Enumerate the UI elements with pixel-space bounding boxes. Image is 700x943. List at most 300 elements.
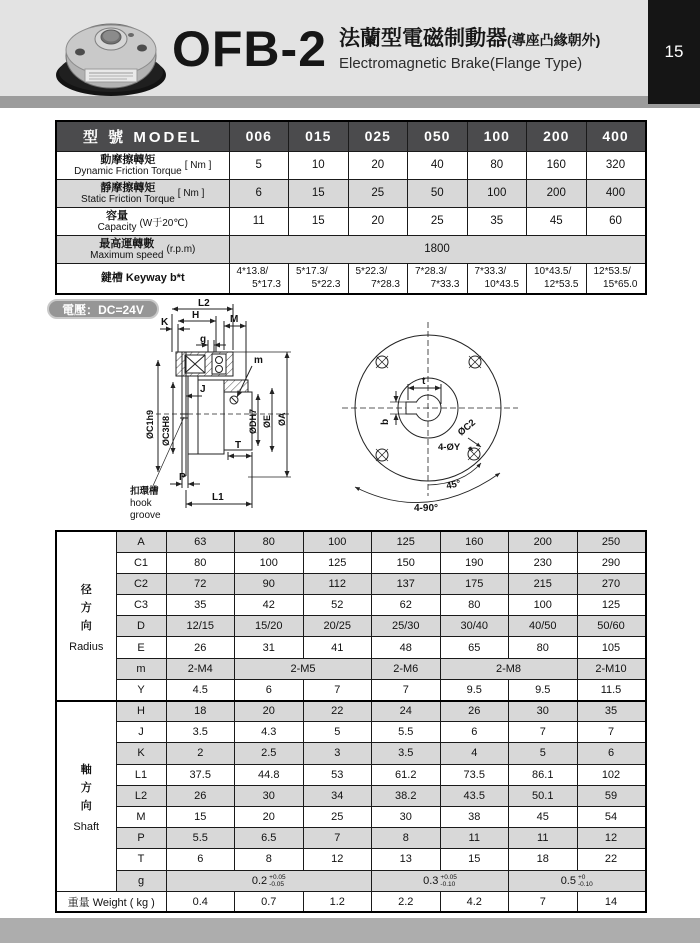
- weight-value-cell: 2.2: [372, 891, 441, 912]
- spec-span-value: 1800: [229, 235, 646, 263]
- dim-letter-cell: A: [116, 531, 166, 552]
- dim-value-cell: 5.5: [372, 722, 441, 743]
- weight-value-cell: 7: [509, 891, 578, 912]
- dim-row: [56, 701, 646, 722]
- tolerance-lower: -0.10: [440, 880, 456, 888]
- spec-value-cell: 45: [527, 207, 587, 235]
- spec-value-cell: [467, 263, 527, 294]
- dim-value-cell: 8: [235, 849, 304, 870]
- dim-label-c3h8: ØC3H8: [161, 415, 171, 446]
- spec-label-en: Static Friction Torque: [81, 193, 175, 205]
- dim-row: [56, 573, 646, 594]
- spec-label-zh: 最高運轉數: [99, 237, 155, 250]
- dim-value-cell: 160: [440, 531, 509, 552]
- dim-value-cell: 100: [509, 595, 578, 616]
- dim-value-cell: 125: [577, 595, 646, 616]
- dim-value-cell: 7: [509, 722, 578, 743]
- dim-value-cell: [235, 658, 372, 679]
- dim-letter-cell: T: [116, 849, 166, 870]
- dim-row: [56, 552, 646, 573]
- dim-value-cell: [166, 658, 235, 679]
- dim-value-cell: 20/25: [303, 616, 372, 637]
- tolerance-upper: +0.05: [269, 873, 286, 881]
- dim-value-cell: 2: [166, 743, 235, 764]
- front-view-geometry: [342, 322, 518, 503]
- tolerance-lower: -0.05: [269, 880, 284, 888]
- spec-label-unit: (r.p.m): [166, 243, 196, 255]
- group-label-zh-char: 向: [80, 619, 92, 632]
- keyway-top: 12*53.5/: [593, 266, 631, 278]
- spec-row-label: [56, 235, 229, 263]
- dim-value-cell: 3.5: [372, 743, 441, 764]
- spec-value-cell: 15: [289, 179, 349, 207]
- keyway-bottom: 7*33.3: [430, 279, 460, 291]
- dim-label-p: P: [179, 472, 186, 483]
- dim-value-cell: 53: [303, 764, 372, 785]
- keyway-top: 7*28.3/: [415, 266, 447, 278]
- model-number-cell: 100: [467, 121, 527, 151]
- dim-row: [56, 616, 646, 637]
- dim-value-cell: 3: [303, 743, 372, 764]
- dim-value-cell: 48: [372, 637, 441, 658]
- dim-letter-cell: L2: [116, 785, 166, 806]
- dim-value-cell: 150: [372, 552, 441, 573]
- dim-value-cell: 125: [372, 531, 441, 552]
- dim-row: [56, 849, 646, 870]
- tolerance-lower: -0.10: [577, 880, 593, 888]
- dim-value-cell: 22: [577, 849, 646, 870]
- group-label-zh-char: 方: [80, 782, 92, 795]
- dim-value-cell: 86.1: [509, 764, 578, 785]
- dim-value-cell: 125: [303, 552, 372, 573]
- spec-value-cell: 100: [467, 179, 527, 207]
- spec-table: [55, 120, 647, 295]
- dim-value-cell: 80: [235, 531, 304, 552]
- dim-value-cell: 45: [509, 806, 578, 827]
- tolerance-main: 0.5: [560, 874, 576, 887]
- dim-value-cell: [372, 658, 441, 679]
- dim-letter-cell: H: [116, 701, 166, 722]
- dim-value-cell: 215: [509, 573, 578, 594]
- dim-label-j: J: [200, 384, 206, 395]
- dim-value-cell: 7: [303, 828, 372, 849]
- voltage-label: 電壓：DC=24V: [47, 299, 159, 319]
- dim-value-cell: 290: [577, 552, 646, 573]
- dim-letter-cell: M: [116, 806, 166, 827]
- dim-letter-cell: m: [116, 658, 166, 679]
- dim-value-cell: 25/30: [372, 616, 441, 637]
- dim-row: [56, 637, 646, 658]
- dim-value-cell: 6: [440, 722, 509, 743]
- model-number-cell: 025: [348, 121, 408, 151]
- dim-value-cell: 270: [577, 573, 646, 594]
- dim-value-cell: 5.5: [166, 828, 235, 849]
- dim-value-cell: 63: [166, 531, 235, 552]
- spec-value-cell: 160: [527, 151, 587, 179]
- dim-value-cell: 3.5: [166, 722, 235, 743]
- spec-label-unit: (W于20℃): [139, 217, 188, 229]
- dim-value-cell: 15: [166, 806, 235, 827]
- bolt-holes: [376, 356, 481, 461]
- dim-row: [56, 806, 646, 827]
- dim-value-cell: 20: [235, 701, 304, 722]
- dim-value-cell: 30: [372, 806, 441, 827]
- dim-label-l2: L2: [198, 298, 210, 309]
- dim-label-m-tap: m: [254, 355, 263, 366]
- dim-value-cell: 34: [303, 785, 372, 806]
- dim-value-cell: 7: [577, 722, 646, 743]
- dim-value-cell: 30: [509, 701, 578, 722]
- section-geometry: [152, 304, 291, 508]
- dim-value-cell: 30/40: [440, 616, 509, 637]
- dim-letter-cell: C3: [116, 595, 166, 616]
- dim-label-45deg: 45°: [445, 478, 462, 492]
- dim-group-shaft: [56, 701, 116, 892]
- dim-letter-cell: E: [116, 637, 166, 658]
- dim-value-cell: 230: [509, 552, 578, 573]
- dim-value-cell: 26: [440, 701, 509, 722]
- keyway-top: 5*17.3/: [296, 266, 328, 278]
- spec-row: [56, 263, 646, 294]
- dim-label-b: b: [380, 418, 391, 425]
- product-photo: [53, 12, 168, 100]
- tolerance-main: 2-M4: [187, 662, 213, 675]
- hook-groove-label-zh: 扣環槽: [130, 486, 159, 497]
- title-en: Electromagnetic Brake(Flange Type): [339, 55, 583, 72]
- dim-value-cell: 6: [235, 679, 304, 700]
- dim-row: [56, 870, 646, 891]
- dim-value-cell: 105: [577, 637, 646, 658]
- dim-value-cell: 4: [440, 743, 509, 764]
- tolerance-upper: +0: [577, 873, 586, 881]
- dim-row: [56, 828, 646, 849]
- dim-value-cell: 9.5: [509, 679, 578, 700]
- front-view-drawing: [328, 312, 563, 530]
- dim-value-cell: 250: [577, 531, 646, 552]
- model-number-cell: 015: [289, 121, 349, 151]
- spec-value-cell: 400: [586, 179, 646, 207]
- dim-label-t: T: [235, 440, 242, 451]
- keyway-top: 5*22.3/: [355, 266, 388, 278]
- tolerance-upper: +0.05: [440, 873, 457, 881]
- dim-value-cell: 73.5: [440, 764, 509, 785]
- dim-label-dh7: ØDH7: [248, 408, 258, 434]
- dim-value-cell: 9.5: [440, 679, 509, 700]
- dim-letter-cell: C1: [116, 552, 166, 573]
- spec-label-unit: [ Nm ]: [184, 159, 212, 171]
- dim-value-cell: 190: [440, 552, 509, 573]
- spec-value-cell: 20: [348, 151, 408, 179]
- dim-value-cell: 6.5: [235, 828, 304, 849]
- spec-value-cell: 35: [467, 207, 527, 235]
- tolerance-main: 2-M8: [495, 662, 522, 675]
- dim-value-cell: 40/50: [509, 616, 578, 637]
- dim-value-cell: 54: [577, 806, 646, 827]
- tolerance-main: 2-M5: [290, 662, 316, 675]
- dim-label-a: ØA: [277, 412, 287, 426]
- spec-label-text: [90, 238, 163, 261]
- dim-value-cell: 11.5: [577, 679, 646, 700]
- spec-label-unit: [ Nm ]: [177, 187, 205, 199]
- spec-label-zh: 動摩擦轉矩: [100, 153, 156, 166]
- dim-value-cell: 31: [235, 637, 304, 658]
- dim-letter-cell: g: [116, 870, 166, 891]
- spec-label-text: [74, 154, 182, 177]
- dim-value-cell: 35: [577, 701, 646, 722]
- dim-value-cell: 50/60: [577, 616, 646, 637]
- group-label-zh-char: 向: [80, 800, 92, 813]
- dim-label-t-key: t: [422, 376, 426, 387]
- dim-value-cell: 25: [303, 806, 372, 827]
- dim-value-cell: 72: [166, 573, 235, 594]
- dim-value-cell: 4.3: [235, 722, 304, 743]
- spec-value-cell: [586, 263, 646, 294]
- dim-row: [56, 743, 646, 764]
- weight-value-cell: 4.2: [440, 891, 509, 912]
- dim-value-cell: 80: [509, 637, 578, 658]
- dim-label-m: M: [230, 314, 239, 325]
- keyway-bottom: 15*65.0: [603, 279, 638, 291]
- spec-value-cell: 320: [586, 151, 646, 179]
- dim-letter-cell: L1: [116, 764, 166, 785]
- dim-value-cell: 30: [235, 785, 304, 806]
- section-labels: [130, 298, 287, 521]
- dim-letter-cell: P: [116, 828, 166, 849]
- dim-value-cell: 200: [509, 531, 578, 552]
- weight-value-cell: 1.2: [303, 891, 372, 912]
- tolerance-main: 0.3: [423, 874, 439, 887]
- tolerance-main: 2-M10: [595, 662, 627, 675]
- dim-letter-cell: K: [116, 743, 166, 764]
- dim-value-cell: 80: [440, 595, 509, 616]
- dim-value-cell: 35: [166, 595, 235, 616]
- dim-value-cell: 5: [509, 743, 578, 764]
- dim-letter-cell: J: [116, 722, 166, 743]
- dim-label-c2: ØC2: [455, 417, 478, 439]
- page-number: 15: [664, 42, 684, 61]
- spec-label-zh: 容量: [106, 209, 129, 222]
- keyway-bottom: 7*28.3: [371, 279, 400, 291]
- dim-label-g: g: [200, 334, 207, 345]
- spec-value-cell: 10: [289, 151, 349, 179]
- model-name: OFB-2: [172, 21, 327, 77]
- dim-row: [56, 531, 646, 552]
- spec-value-cell: 50: [408, 179, 468, 207]
- keyway-top: 7*33.3/: [474, 266, 507, 278]
- dim-value-cell: 18: [509, 849, 578, 870]
- group-label-en: Shaft: [73, 821, 100, 834]
- tolerance-stack: [269, 874, 285, 888]
- dim-value-cell: 12: [303, 849, 372, 870]
- spec-value-cell: 60: [586, 207, 646, 235]
- spec-value-cell: [229, 263, 289, 294]
- dim-value-cell: 137: [372, 573, 441, 594]
- dim-value-cell: 7: [372, 679, 441, 700]
- dim-value-cell: [440, 658, 577, 679]
- hook-groove-label-en2: groove: [130, 510, 161, 521]
- dim-row: [56, 764, 646, 785]
- dim-group-radius: [56, 531, 116, 701]
- keyway-bottom: 10*43.5: [484, 279, 519, 291]
- weight-value-cell: 0.4: [166, 891, 235, 912]
- dim-value-cell: 52: [303, 595, 372, 616]
- dim-value-cell: 44.8: [235, 764, 304, 785]
- spec-header-row: [56, 121, 646, 151]
- spec-value-cell: [289, 263, 349, 294]
- tolerance-stack: [578, 874, 593, 888]
- weight-value-cell: 14: [577, 891, 646, 912]
- tolerance-main: 0.2: [251, 874, 268, 887]
- dim-row: [56, 722, 646, 743]
- model-header-cell: 型 號 MODEL: [56, 121, 229, 151]
- dim-value-cell: 13: [372, 849, 441, 870]
- group-label-zh-char: 方: [80, 601, 92, 614]
- dim-value-cell: [372, 870, 509, 891]
- model-number-cell: 050: [408, 121, 468, 151]
- dim-value-cell: 59: [577, 785, 646, 806]
- spec-label-en: Maximum speed: [90, 249, 164, 261]
- dim-value-cell: 2.5: [235, 743, 304, 764]
- spec-value-cell: 20: [348, 207, 408, 235]
- dim-value-cell: [509, 870, 646, 891]
- dim-value-cell: 11: [509, 828, 578, 849]
- spec-value-cell: [348, 263, 408, 294]
- model-number-cell: 400: [586, 121, 646, 151]
- dim-row: [56, 679, 646, 700]
- title-texts: [339, 18, 600, 72]
- spec-value-cell: [408, 263, 468, 294]
- spec-label-en: Capacity: [97, 221, 137, 233]
- dim-value-cell: 6: [577, 743, 646, 764]
- spec-label-text: [81, 182, 175, 205]
- dim-label-e: ØE: [262, 414, 272, 428]
- dim-value-cell: 8: [372, 828, 441, 849]
- dim-value-cell: 11: [440, 828, 509, 849]
- tolerance-stack: [440, 874, 456, 888]
- dim-value-cell: 26: [166, 637, 235, 658]
- keyway-bottom: 5*22.3: [311, 279, 341, 291]
- dim-value-cell: 24: [372, 701, 441, 722]
- bottom-bar: [0, 918, 700, 943]
- dim-value-cell: 50.1: [509, 785, 578, 806]
- dim-value-cell: 18: [166, 701, 235, 722]
- dim-value-cell: 4.5: [166, 679, 235, 700]
- dim-value-cell: 38: [440, 806, 509, 827]
- dim-value-cell: 5: [303, 722, 372, 743]
- dim-value-cell: 12: [577, 828, 646, 849]
- dim-row: [56, 785, 646, 806]
- dim-value-cell: 12/15: [166, 616, 235, 637]
- spec-value-cell: 5: [229, 151, 289, 179]
- spec-value-cell: 11: [229, 207, 289, 235]
- keyway-top: 4*13.8/: [236, 266, 269, 278]
- model-number-cell: 006: [229, 121, 289, 151]
- spec-label-en: Dynamic Friction Torque: [74, 165, 182, 177]
- dim-letter-cell: Y: [116, 679, 166, 700]
- spec-row: [56, 207, 646, 235]
- dim-value-cell: 112: [303, 573, 372, 594]
- group-label-zh-char: 軸: [80, 764, 92, 777]
- dim-value-cell: 65: [440, 637, 509, 658]
- group-label-zh-char: 径: [80, 583, 92, 596]
- hook-groove-label-en1: hook: [130, 498, 152, 509]
- spec-value-cell: 40: [408, 151, 468, 179]
- spec-label-text: [98, 210, 137, 233]
- dim-row: [56, 595, 646, 616]
- dim-value-cell: 61.2: [372, 764, 441, 785]
- dim-value-cell: 41: [303, 637, 372, 658]
- spec-label-text: [101, 272, 185, 284]
- spec-value-cell: 25: [408, 207, 468, 235]
- spec-row-label: [56, 207, 229, 235]
- spec-value-cell: 15: [289, 207, 349, 235]
- dim-value-cell: 102: [577, 764, 646, 785]
- weight-value-cell: 0.7: [235, 891, 304, 912]
- spec-value-cell: [527, 263, 587, 294]
- dim-label-c1h9: ØC1h9: [145, 409, 155, 439]
- spec-row-label: [56, 179, 229, 207]
- dim-value-cell: 38.2: [372, 785, 441, 806]
- dim-letter-cell: C2: [116, 573, 166, 594]
- spec-value-cell: 200: [527, 179, 587, 207]
- dim-value-cell: [166, 870, 372, 891]
- dim-value-cell: 100: [303, 531, 372, 552]
- dim-value-cell: 22: [303, 701, 372, 722]
- model-number-cell: 200: [527, 121, 587, 151]
- dim-value-cell: 6: [166, 849, 235, 870]
- spec-row: [56, 235, 646, 263]
- dim-value-cell: 20: [235, 806, 304, 827]
- weight-row: [56, 891, 646, 912]
- dim-value-cell: 90: [235, 573, 304, 594]
- title-zh-paren: (導座凸緣朝外): [507, 32, 601, 48]
- title-zh-main: 法蘭型電磁制動器: [339, 27, 507, 50]
- dim-value-cell: 26: [166, 785, 235, 806]
- keyway-top: 10*43.5/: [534, 266, 572, 278]
- dim-label-h: H: [192, 310, 200, 321]
- dim-value-cell: 15: [440, 849, 509, 870]
- dim-value-cell: 80: [166, 552, 235, 573]
- title-block: [172, 18, 600, 80]
- dim-value-cell: 43.5: [440, 785, 509, 806]
- dim-letter-cell: D: [116, 616, 166, 637]
- keyway-bottom: 5*17.3: [252, 279, 281, 291]
- dim-value-cell: [577, 658, 646, 679]
- dim-label-l1: L1: [212, 492, 224, 503]
- dim-value-cell: 42: [235, 595, 304, 616]
- dim-value-cell: 37.5: [166, 764, 235, 785]
- spec-value-cell: 6: [229, 179, 289, 207]
- dim-value-cell: 175: [440, 573, 509, 594]
- spec-label-zh: 鍵槽 Keyway b*t: [100, 272, 185, 285]
- dim-row: [56, 658, 646, 679]
- spec-value-cell: 80: [467, 151, 527, 179]
- dim-label-4y: 4-ØY: [438, 442, 461, 453]
- dim-value-cell: 100: [235, 552, 304, 573]
- weight-label: 重量 Weight ( kg ): [56, 891, 166, 912]
- tolerance-main: 2-M6: [393, 662, 419, 675]
- dim-label-k: K: [161, 317, 169, 328]
- keyway-bottom: 12*53.5: [544, 279, 579, 291]
- title-zh: [339, 22, 600, 52]
- group-label-en: Radius: [69, 640, 104, 653]
- page-number-box: [648, 0, 700, 104]
- dim-value-cell: 15/20: [235, 616, 304, 637]
- spec-value-cell: 25: [348, 179, 408, 207]
- dim-value-cell: 62: [372, 595, 441, 616]
- dim-value-cell: 7: [303, 679, 372, 700]
- dim-label-4-90deg: 4-90°: [414, 503, 439, 514]
